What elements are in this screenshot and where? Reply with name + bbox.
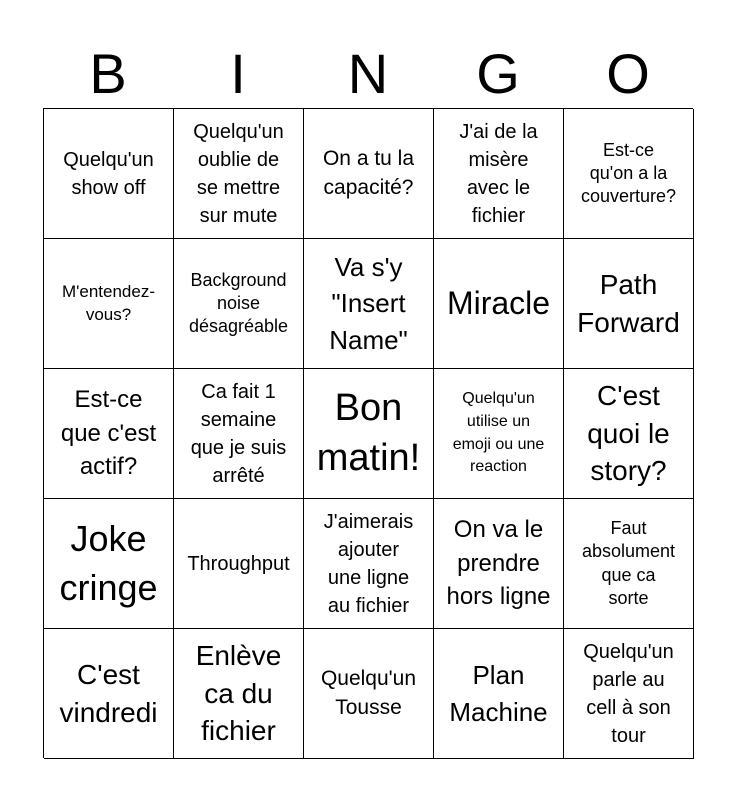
bingo-cell[interactable]	[304, 239, 434, 369]
bingo-cell-text: M'entendez- vous?	[61, 281, 156, 324]
bingo-cell-text: Background noise désagréable	[188, 269, 289, 337]
bingo-board	[43, 108, 693, 758]
bingo-cell-text: Quelqu'un utilise un emoji ou une reaction	[452, 390, 545, 476]
bingo-cell-text: Bon matin!	[316, 387, 421, 479]
bingo-cell-text: Ca fait 1 semaine que je suis arrêté	[190, 380, 287, 487]
header-letter-n: N	[347, 42, 389, 105]
bingo-cell[interactable]	[434, 239, 564, 369]
bingo-cell[interactable]	[564, 109, 694, 239]
bingo-cell-text: J'aimerais ajouter une ligne au fichier	[323, 510, 414, 617]
bingo-cell-text: On a tu la capacité?	[322, 147, 415, 199]
bingo-cell[interactable]	[174, 109, 304, 239]
bingo-cell-text: Plan Machine	[449, 660, 548, 727]
bingo-cell-center[interactable]	[304, 369, 434, 499]
header-letter-g: G	[476, 42, 520, 105]
bingo-cell[interactable]	[434, 629, 564, 759]
bingo-cell-text: Path Forward	[577, 268, 680, 338]
bingo-cell[interactable]	[564, 369, 694, 499]
bingo-cell-text: Quelqu'un show off	[63, 148, 154, 199]
bingo-header	[43, 40, 693, 108]
bingo-cell-text: Quelqu'un Tousse	[320, 667, 417, 719]
bingo-cell-text: Miracle	[446, 285, 551, 322]
bingo-cell[interactable]	[304, 109, 434, 239]
bingo-cell[interactable]	[174, 629, 304, 759]
bingo-cell-text: Est-ce qu'on a la couverture?	[580, 139, 677, 207]
bingo-cell-text: Throughput	[187, 552, 290, 575]
bingo-cell[interactable]	[564, 499, 694, 629]
bingo-cell-text: Quelqu'un oublie de se mettre sur mute	[193, 120, 284, 227]
bingo-cell-text: Faut absolument que ca sorte	[581, 518, 676, 608]
bingo-cell-text: Joke cringe	[59, 517, 158, 608]
bingo-cell[interactable]	[304, 629, 434, 759]
bingo-cell-text: On va le prendre hors ligne	[446, 516, 551, 611]
bingo-cell[interactable]	[44, 109, 174, 239]
bingo-cell[interactable]	[174, 369, 304, 499]
bingo-cell[interactable]	[564, 239, 694, 369]
bingo-cell[interactable]	[174, 239, 304, 369]
bingo-cell-text: C'est vindredi	[59, 658, 158, 728]
bingo-cell-text: J'ai de la misère avec le fichier	[459, 120, 538, 227]
bingo-cell[interactable]	[434, 369, 564, 499]
bingo-cell-text: Est-ce que c'est actif?	[60, 386, 157, 481]
header-letter-i: I	[230, 42, 246, 105]
header-letter-o: O	[606, 42, 650, 105]
bingo-cell-text: Quelqu'un parle au cell à son tour	[583, 640, 674, 747]
bingo-cell-text: C'est quoi le story?	[587, 379, 670, 487]
bingo-cell[interactable]	[44, 369, 174, 499]
bingo-cell-text: Va s'y "Insert Name"	[329, 251, 408, 355]
bingo-cell[interactable]	[44, 239, 174, 369]
bingo-cell[interactable]	[44, 499, 174, 629]
bingo-cell[interactable]	[44, 629, 174, 759]
bingo-cell[interactable]	[174, 499, 304, 629]
bingo-cell[interactable]	[304, 499, 434, 629]
bingo-cell-text: Enlève ca du fichier	[195, 639, 282, 747]
bingo-cell[interactable]	[434, 109, 564, 239]
header-letter-b: B	[89, 42, 127, 105]
bingo-cell[interactable]	[434, 499, 564, 629]
bingo-cell[interactable]	[564, 629, 694, 759]
